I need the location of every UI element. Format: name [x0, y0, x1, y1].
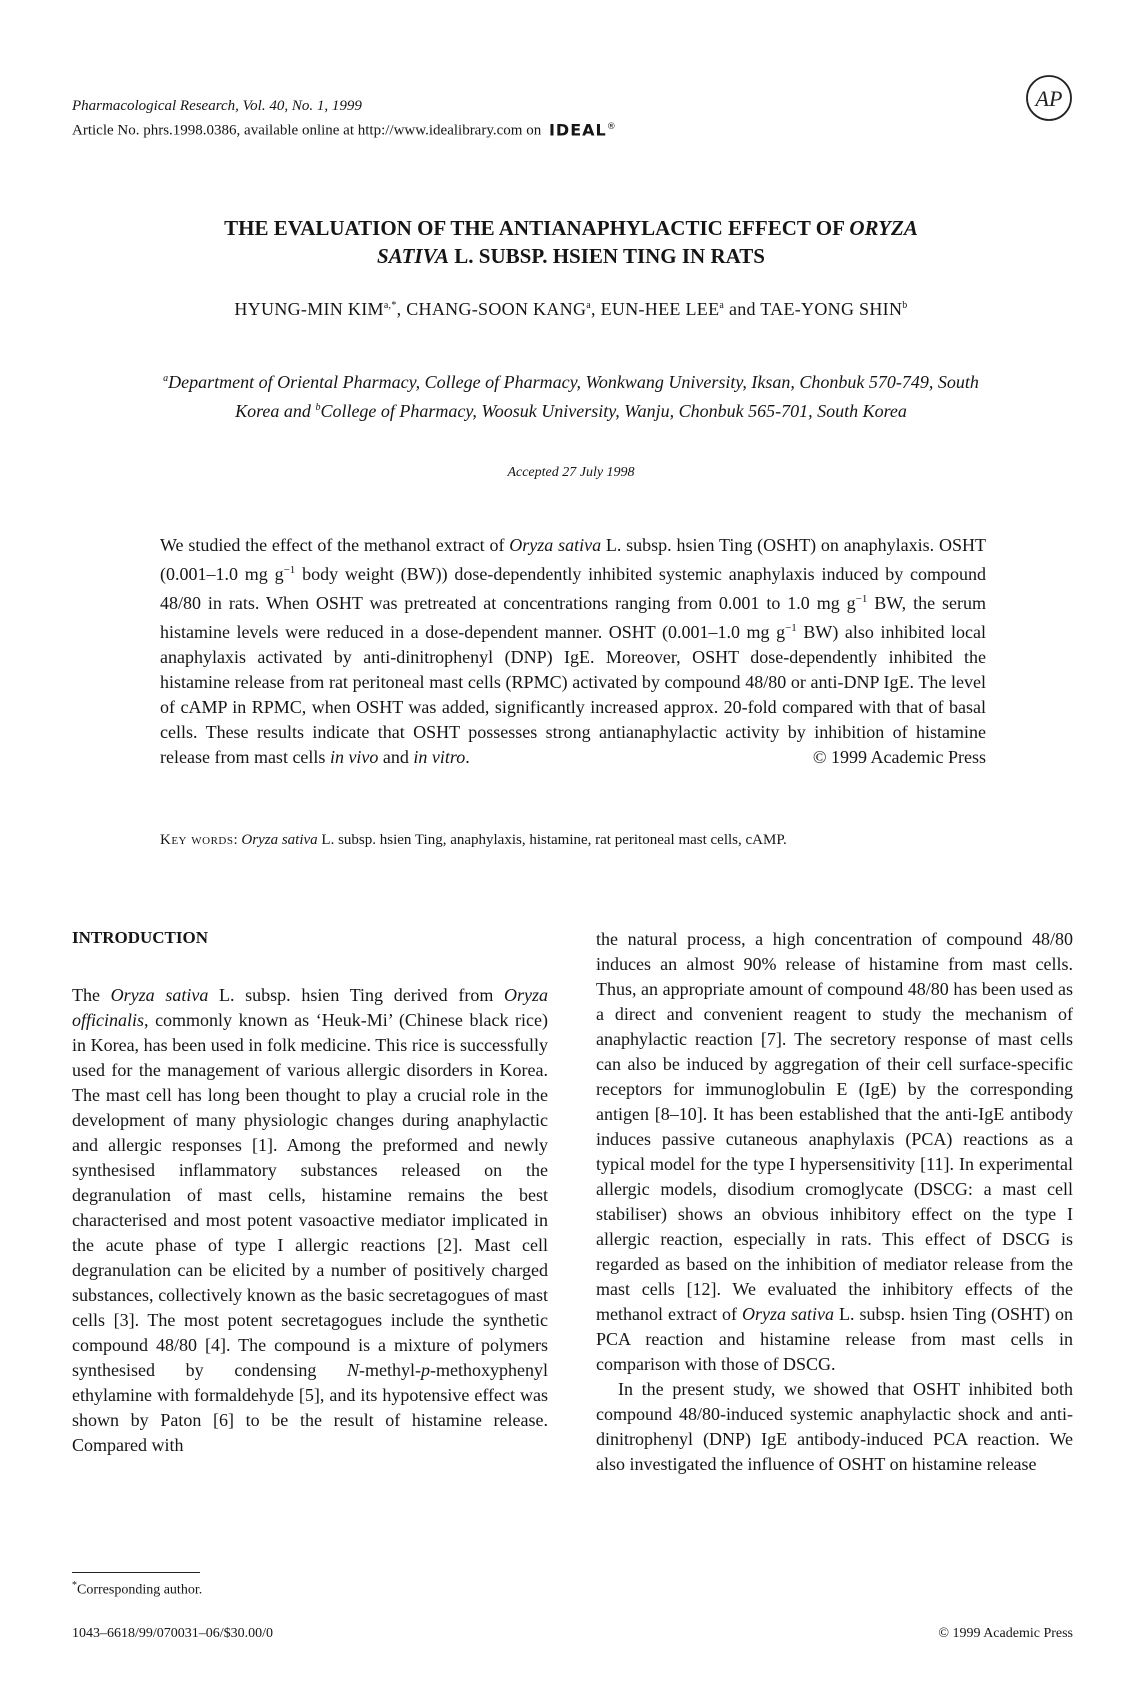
body-column-left — [72, 983, 548, 1458]
footer-copyright: © 1999 Academic Press — [938, 1626, 1073, 1641]
abstract: We studied the effect of the methanol extract of Oryza sativa L. subsp. hsien Ting (OSHT) on anaphylaxis. OSHT (0.001–1.0 mg $g^{-1}$ body weight (BW)) dose-dependently inhibited systemic anaphylaxis induced by compound 48/80 in rats. When OSHT was pretreated at concentrations ranging from 0.001 to 1.0 mg $g^{-1}$ BW, the serum histamine levels were reduced in a dose-dependent manner. OSHT (0.001–1.0 mg $g^{-1}$ BW) also inhibited local anaphylaxis activated by anti-dinitrophenyl (DNP) IgE. Moreover, OSHT dose-dependently inhibited the histamine release from rat peritoneal mast cells (RPMC) activated by compound 48/80 or anti-DNP IgE. The level of cAMP in RPMC, when OSHT was added, significantly increased approx. 20-fold compared with that of basal cells. These results indicate that OSHT possesses strong antianaphylactic activity by inhibition of histamine release from mast cells in vivo and in vitro. © 1999 Academic Press — [160, 533, 986, 770]
corresponding-author-footnote: *Corresponding author. — [72, 1580, 203, 1598]
intro-paragraph-1-cont: the natural process, a high concentration of compound 48/80 induces an almost 90% release of histamine from mast cells. Thus, an appropriate amount of compound 48/80 has been used as a direct and convenient reagent to study the mechanism of anaphylactic reaction [7]. The secretory response of mast cells can also be induced by aggregation of their cell surface-specific receptors for immunoglobulin E (IgE) by the corresponding antigen [8–10]. It has been established that the anti-IgE antibody induces passive cutaneous anaphylaxis (PCA) reactions as a typical model for the type I hypersensitivity [11]. In experimental allergic models, disodium cromoglycate (DSCG: a mast cell stabiliser) shows an obvious inhibitory effect on the type I allergic reaction, especially in rats. This effect of DSCG is regarded as based on the inhibition of mediator release from the mast cells [12]. We evaluated the inhibitory effects of the methanol extract of Oryza sativa L. subsp. hsien Ting (OSHT) on PCA reaction and histamine release from mast cells in comparison with those of DSCG. — [596, 929, 1073, 1374]
journal-header — [72, 96, 617, 141]
article-availability — [72, 117, 617, 141]
section-heading-introduction: INTRODUCTION — [72, 928, 209, 947]
academic-press-logo-icon — [1025, 74, 1073, 122]
intro-paragraph-2: In the present study, we showed that OSHT inhibited both compound 48/80-induced systemic anaphylactic shock and anti-dinitrophenyl (DNP) IgE antibody-induced PCA reaction. We also investigated the influence of OSHT on histamine release — [596, 1379, 1073, 1474]
intro-paragraph-1: The Oryza sativa L. subsp. hsien Ting derived from Oryza officinalis, commonly known as ‘Heuk-Mi’ (Chinese black rice) in Korea, has been used in folk medicine. This rice is successfully used for the management of various allergic disorders in Korea. The mast cell has long been thought to play a crucial role in the development of many physiologic changes during anaphylactic and allergic responses [1]. Among the preformed and newly synthesised inflammatory substances released on the degranulation of mast cells, histamine remains the best characterised and most potent vasoactive mediator implicated in the acute phase of type I allergic reactions [2]. Mast cell degranulation can be elicited by a number of positively charged substances, collectively known as the basic secretagogues of mast cells [3]. The most potent secretagogues include the synthetic compound 48/80 [4]. The compound is a mixture of polymers synthesised by condensing N-methyl-p-methoxyphenyl ethylamine with formaldehyde [5], and its hypotensive effect was shown by Paton [6] to be the result of histamine release. Compared with — [72, 985, 548, 1455]
abstract-copyright: © 1999 Academic Press — [812, 747, 986, 767]
journal-citation: Pharmacological Research, Vol. 40, No. 1, 1999 — [72, 98, 362, 114]
body-column-right — [596, 927, 1073, 1477]
svg-text:AP: AP — [1035, 86, 1063, 111]
article-number: Article No. phrs.1998.0386, available online at http://www.idealibrary.com on — [72, 122, 542, 139]
footnote-divider — [72, 1572, 200, 1573]
ideal-logo: IDEAL® — [548, 120, 617, 140]
keywords-label: Key words — [160, 832, 234, 848]
affiliations: $^a$Department of Oriental Pharmacy, College of Pharmacy, Wonkwang University, Iksan, Chonbuk 570-749, South Korea and $^b$College of Pharmacy, Woosuk University, Wanju, Chonbuk 565-701, South Korea — [163, 372, 979, 421]
paper-title: THE EVALUATION OF THE ANTIANAPHYLACTIC EFFECT OF ORYZA SATIVA L. SUBSP. HSIEN TING IN RATS — [224, 216, 918, 268]
issn-code: 1043–6618/99/070031–06/$30.00/0 — [72, 1626, 274, 1641]
accepted-date: Accepted 27 July 1998 — [507, 465, 635, 480]
author-list: HYUNG-MIN $KIM^{a,*}$, CHANG-SOON KANG$^a$, EUN-HEE LEE$^a$ and TAE-YONG SHIN$^b$ — [234, 299, 908, 319]
keywords: Key words: Oryza sativa L. subsp. hsien Ting, anaphylaxis, histamine, rat peritoneal mast cells, cAMP. — [160, 832, 787, 848]
